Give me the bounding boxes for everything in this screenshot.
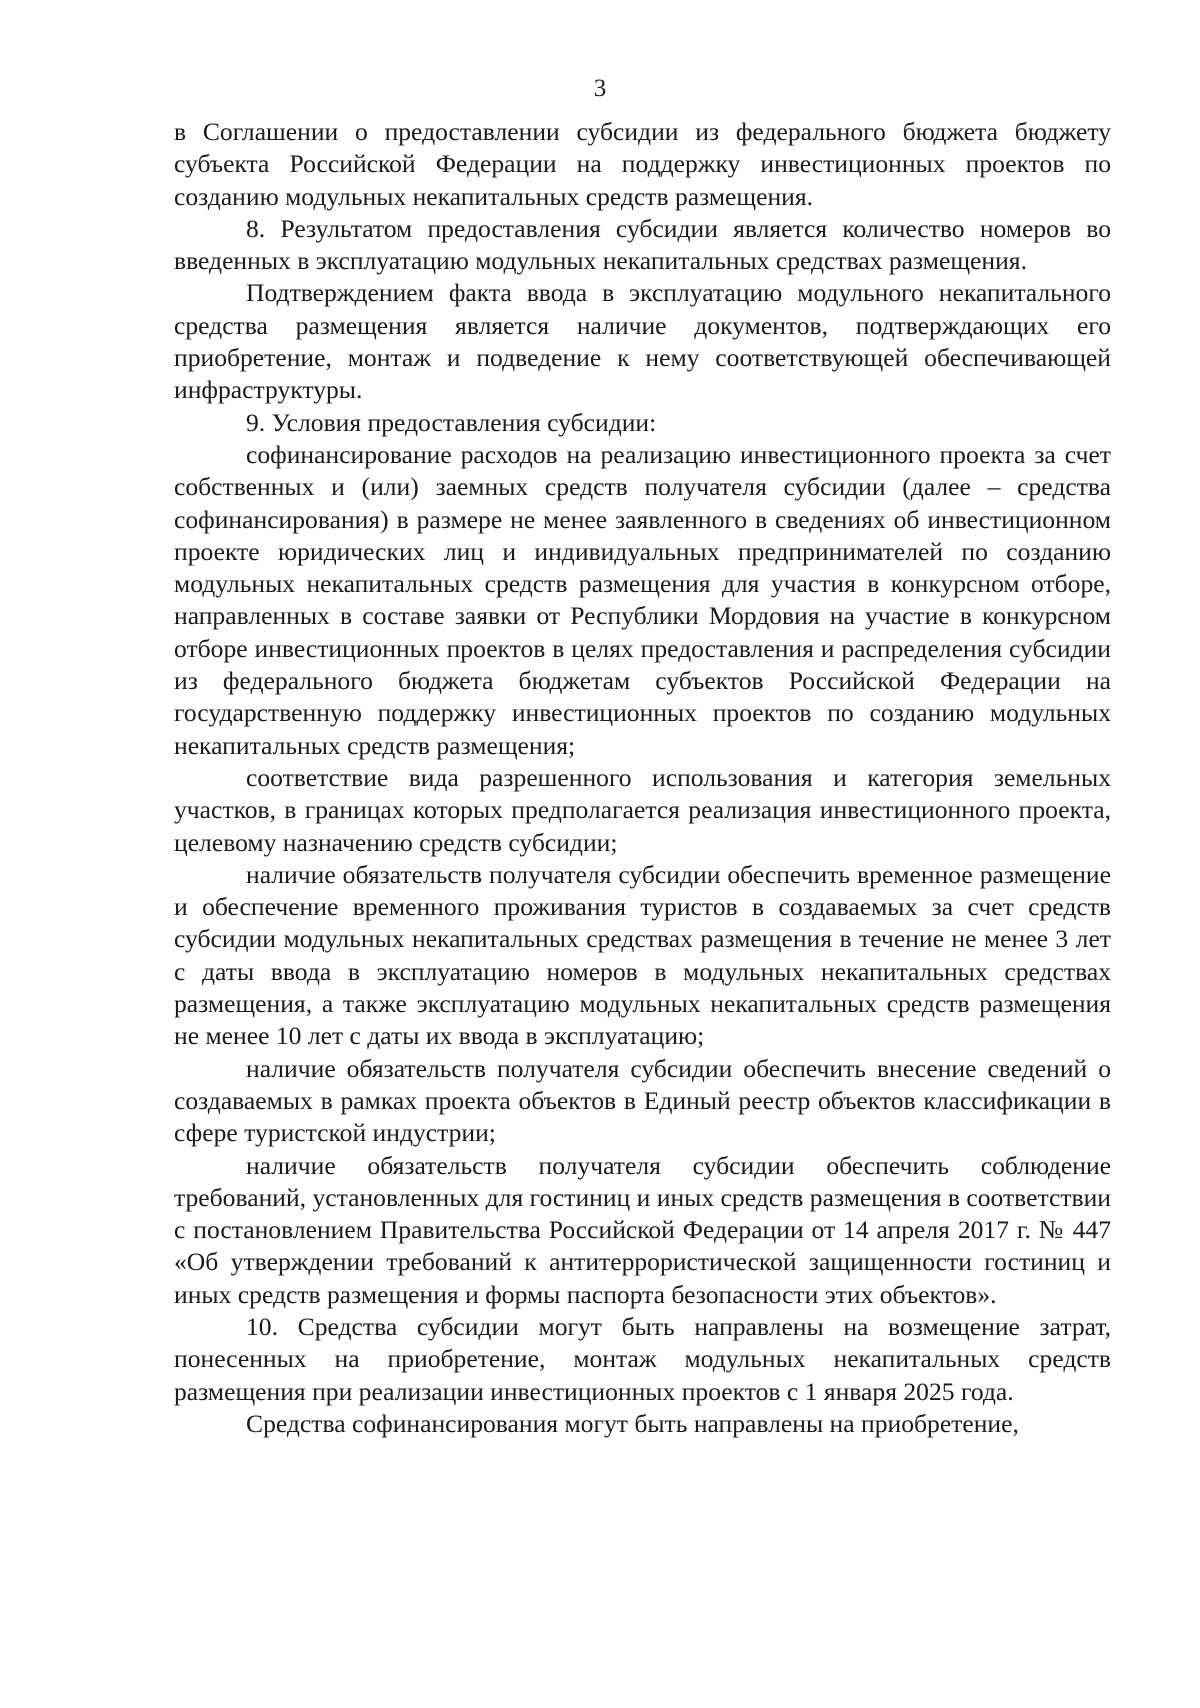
paragraph-item-8: 8. Результатом предоставления субсидии является количество номеров во введенных в эксплуатацию модульных некапитальных средствах размещения. [174,213,1111,276]
paragraph-requirements-obligation: наличие обязательств получателя субсидии обеспечить соблюдение требований, установленных для гостиниц и иных средств размещения в соответствии с постановлением Правительства Российской Федерации от 14 апреля 2017 г. № 447 «Об утверждении требований к антитеррористической защищенности гостиниц и иных средств размещения и формы паспорта безопасности этих объектов». [174,1150,1111,1309]
paragraph-cofinancing-use: Средства софинансирования могут быть направлены на приобретение, [246,1408,1019,1438]
paragraph-confirmation: Подтверждением факта ввода в эксплуатацию модульного некапитального средства размещения является наличие документов, подтверждающих его приобретение, монтаж и подведение к нему соответствующей обеспечивающей инфраструктуры. [174,278,1111,405]
paragraph-continuation: в Соглашении о предоставлении субсидии из федерального бюджета бюджету субъекта Российской Федерации на поддержку инвестиционных проектов по созданию модульных некапитальных средств размещения. [174,117,1111,211]
paragraph-accommodation-obligation: наличие обязательств получателя субсидии обеспечить временное размещение и обеспечение временного проживания туристов в создаваемых за счет средств субсидии модульных некапитальных средствах размещения в течение не менее 3 лет с даты ввода в эксплуатацию номеров в модульных некапитальных средствах размещения, а также эксплуатацию модульных некапитальных средств размещения не менее 10 лет с даты их ввода в эксплуатацию; [174,859,1111,1051]
page-number: 3 [593,75,607,102]
paragraph-registry-obligation: наличие обязательств получателя субсидии обеспечить внесение сведений о создаваемых в рамках проекта объектов в Единый реестр объектов классификации в сфере туристской индустрии; [174,1053,1111,1148]
paragraph-cofinancing: софинансирование расходов на реализацию инвестиционного проекта за счет собственных и (или) заемных средств получателя субсидии (далее – средства софинансирования) в размере не менее заявленного в сведениях об инвестиционном проекте юридических лиц и индивидуальных предпринимателей по созданию модульных некапитальных средств размещения для участия в конкурсном отборе, направленных в составе заявки от Республики Мордовия на участие в конкурсном отборе инвестиционных проектов в целях предоставления и распределения субсидии из федерального бюджета бюджетам субъектов Российской Федерации на государственную поддержку инвестиционных проектов по созданию модульных некапитальных средств размещения; [174,439,1111,760]
document-body [174,116,1111,1440]
paragraph-item-9: 9. Условия предоставления субсидии: [246,407,657,437]
paragraph-land-use: соответствие вида разрешенного использования и категория земельных участков, в границах которых предполагается реализация инвестиционного проекта, целевому назначению средств субсидии; [174,762,1111,857]
paragraph-item-10: 10. Средства субсидии могут быть направлены на возмещение затрат, понесенных на приобретение, монтаж модульных некапитальных средств размещения при реализации инвестиционных проектов с 1 января 2025 года. [174,1311,1111,1406]
